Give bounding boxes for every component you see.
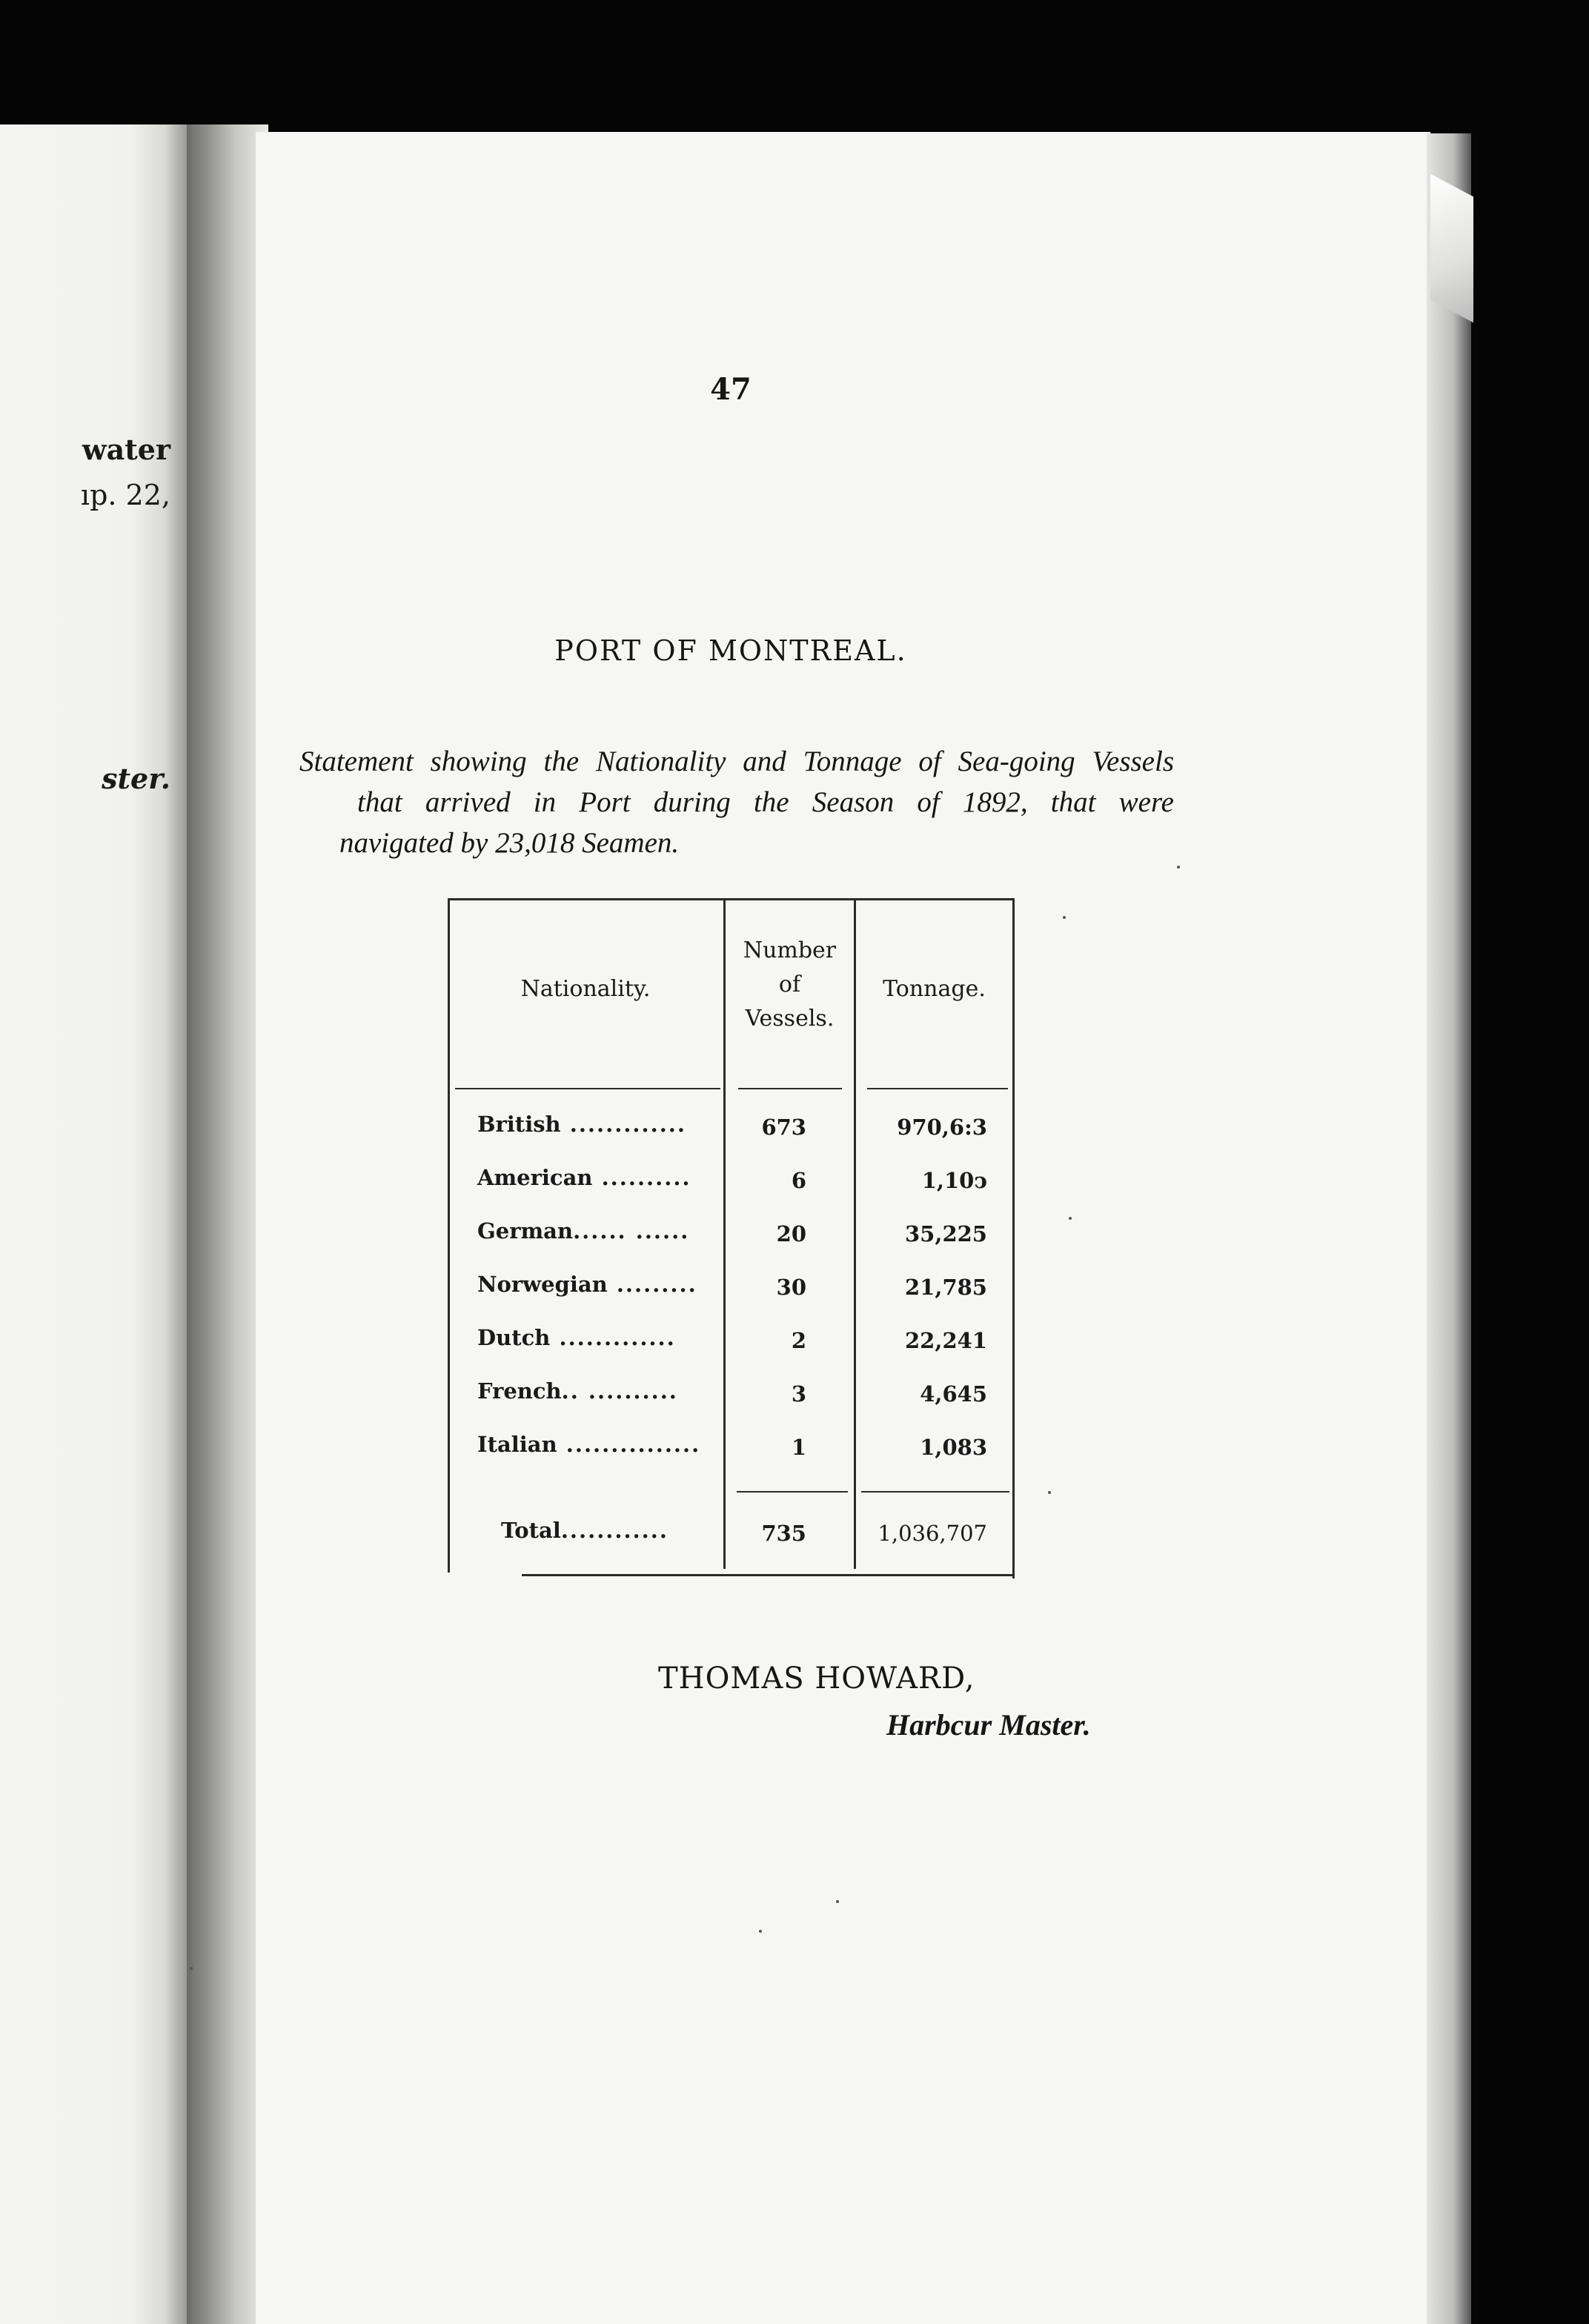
- row-nationality: Norwegian: [477, 1272, 608, 1297]
- row-leader-dots: ...... ......: [573, 1218, 690, 1244]
- header-rule-3: [867, 1088, 1008, 1089]
- table-row-american: [477, 1165, 691, 1190]
- total-leader-dots: ............: [560, 1518, 669, 1543]
- row-leader-dots: .. ..........: [561, 1378, 678, 1404]
- row-nationality: British: [477, 1112, 561, 1137]
- document-title: PORT OF MONTREAL.: [554, 634, 907, 667]
- scan-speck: [1069, 1217, 1072, 1220]
- signatory-title: Harbcur Master.: [886, 1708, 1091, 1742]
- row-leader-dots: ..........: [592, 1165, 691, 1190]
- row-tonnage: 1,083: [920, 1435, 987, 1460]
- page-number: 47: [710, 372, 752, 407]
- row-tonnage: 22,241: [905, 1328, 987, 1353]
- row-leader-dots: .............: [550, 1325, 676, 1350]
- page-corner-tab: [1430, 174, 1473, 323]
- table-row-dutch: [477, 1325, 676, 1350]
- row-tonnage: 970,6:3: [897, 1115, 987, 1140]
- header-nationality: Nationality.: [520, 976, 651, 1002]
- total-rule-vessels: [737, 1491, 848, 1493]
- header-number-of-vessels: [726, 934, 854, 1036]
- table-row-total: [501, 1518, 669, 1543]
- scan-speck: [1048, 1491, 1051, 1494]
- page-edge: [1427, 133, 1471, 2324]
- table-row-british: [477, 1112, 686, 1137]
- row-tonnage: 1,10ͻ: [921, 1168, 987, 1193]
- row-tonnage: 35,225: [905, 1221, 987, 1246]
- row-leader-dots: .............: [560, 1112, 686, 1137]
- table-row-norwegian: [477, 1272, 697, 1297]
- row-tonnage: 4,645: [920, 1381, 987, 1407]
- total-tonnage: 1,036,707: [878, 1521, 987, 1546]
- statement-line-3: navigated by 23,018 Seamen.: [339, 827, 680, 859]
- row-nationality: Italian: [477, 1432, 557, 1457]
- total-label: Total: [501, 1518, 561, 1543]
- table-row-italian: [477, 1432, 700, 1457]
- left-page-text-line-2: ıp. 22,: [80, 479, 170, 511]
- header-vessels-line-3: Vessels.: [745, 1006, 835, 1032]
- left-page-text-line-1: water: [82, 433, 170, 466]
- scan-speck: [1063, 916, 1066, 919]
- row-nationality: German: [477, 1218, 574, 1244]
- row-leader-dots: ...............: [557, 1432, 701, 1457]
- table-row-german: [477, 1218, 689, 1244]
- row-vessels: 3: [791, 1381, 806, 1407]
- header-rule-1: [455, 1088, 720, 1089]
- row-nationality: French: [477, 1378, 562, 1404]
- scan-speck: [836, 1900, 839, 1903]
- statement-line-2: that arrived in Port during the Season of 1892, that were: [357, 786, 1174, 818]
- row-vessels: 673: [761, 1115, 806, 1140]
- table-right-rule: [1012, 898, 1015, 1578]
- table-top-rule: [448, 898, 1014, 900]
- table-bottom-rule: [522, 1574, 1012, 1576]
- left-facing-page: [0, 124, 187, 2324]
- row-nationality: American: [477, 1165, 593, 1190]
- scan-speck: [190, 1967, 193, 1970]
- row-vessels: 2: [791, 1328, 806, 1353]
- vessel-table: [448, 898, 1014, 1578]
- row-vessels: 30: [776, 1275, 806, 1300]
- table-row-french: [477, 1378, 678, 1404]
- row-vessels: 6: [791, 1168, 806, 1193]
- scan-speck: [759, 1930, 762, 1933]
- row-vessels: 1: [791, 1435, 806, 1460]
- row-vessels: 20: [776, 1221, 806, 1246]
- row-leader-dots: .........: [607, 1272, 697, 1297]
- row-tonnage: 21,785: [905, 1275, 987, 1300]
- header-vessels-line-1: Number: [743, 937, 837, 963]
- header-rule-2: [738, 1088, 842, 1089]
- header-tonnage: Tonnage.: [883, 976, 986, 1002]
- row-nationality: Dutch: [477, 1325, 551, 1350]
- statement-paragraph: [299, 741, 1174, 863]
- header-vessels-line-2: of: [778, 972, 801, 997]
- total-vessels: 735: [761, 1521, 806, 1546]
- left-page-text-line-3: ster.: [102, 762, 170, 795]
- signatory-name: THOMAS HOWARD,: [658, 1661, 975, 1696]
- statement-line-1: Statement showing the Nationality and Tonnage of Sea-going Vessels: [299, 746, 1174, 777]
- scan-speck: [1177, 866, 1180, 869]
- total-rule-tonnage: [861, 1491, 1009, 1493]
